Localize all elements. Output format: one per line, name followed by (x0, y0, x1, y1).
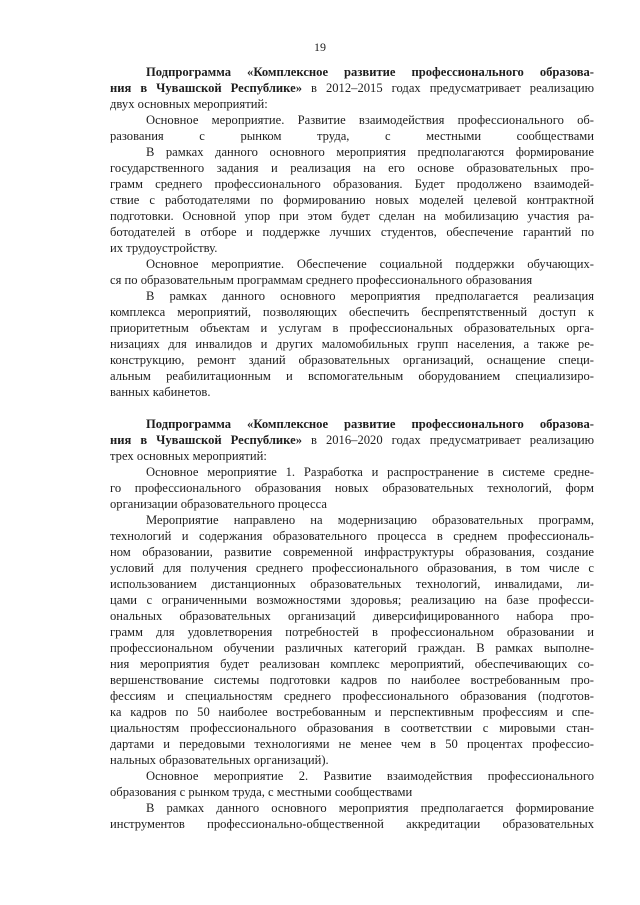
text-line (110, 560, 594, 576)
text-line (110, 672, 594, 688)
text-line (110, 304, 594, 320)
text-line (110, 384, 594, 400)
paragraph-text: ном образовании, развитие современной инфраструктуры образования, создание (110, 545, 594, 559)
paragraph-text: технологий и содержания образовательного процесса в среднем профессиональ- (110, 529, 594, 543)
text-line (110, 656, 594, 672)
paragraph-text: профессиональном обучении различных категорий граждан. В рамках выполне- (110, 641, 594, 655)
paragraph-text: ся по образовательным программам среднего профессионального образования (110, 273, 533, 287)
paragraph-text: Основное мероприятие. Обеспечение социальной поддержки обучающих- (146, 257, 594, 271)
paragraph-text: образования с рынком труда, с местными сообществами (110, 785, 413, 799)
text-line (110, 432, 594, 448)
paragraph-text: низациях для инвалидов и других маломобильных групп населения, а также ре- (110, 337, 594, 351)
paragraph-text: разования с рынком труда, с местными сообществами (110, 129, 594, 143)
paragraph-text: двух основных мероприятий: (110, 97, 268, 111)
subprogram-title: Подпрограмма «Комплексное развитие профессионального образова- (146, 65, 594, 79)
text-line (110, 720, 594, 736)
text-line (110, 640, 594, 656)
text-line (146, 64, 594, 80)
text-line (146, 288, 594, 304)
subprogram-title: Подпрограмма «Комплексное развитие профессионального образова- (146, 417, 594, 431)
text-line (146, 416, 594, 432)
text-line (110, 336, 594, 352)
paragraph-text: нальных образовательных организаций). (110, 753, 329, 767)
text-line (110, 352, 594, 368)
text-line (110, 448, 594, 464)
paragraph-text: ствие с работодателями по формированию новых моделей целевой контрактной (110, 193, 594, 207)
text-line (110, 176, 594, 192)
paragraph-text: ка кадров по 50 наиболее востребованным и перспективным профессиям и спе- (110, 705, 594, 719)
paragraph-text: трех основных мероприятий: (110, 449, 267, 463)
paragraph-text: ботодателей в отборе и поддержке лучших студентов, обеспечение гарантий по (110, 225, 594, 239)
paragraph-text: В рамках данного основного мероприятия предполагаются формирование (146, 145, 594, 159)
paragraph-text: использованием дистанционных образовательных технологий, инвалидами, ли- (110, 577, 594, 591)
paragraph-text: конструкцию, ремонт зданий образовательных организаций, оснащение специ- (110, 353, 594, 367)
text-line (110, 240, 594, 256)
text-line (146, 512, 594, 528)
text-line (110, 608, 594, 624)
paragraph-text: организации образовательного процесса (110, 497, 327, 511)
text-line (110, 128, 594, 144)
text-line (146, 112, 594, 128)
text-line (110, 272, 594, 288)
text-line (110, 624, 594, 640)
paragraph-text: инструментов профессионально-общественной аккредитации образовательных (110, 817, 594, 831)
paragraph-text: приоритетным объектам и услугам в профессиональных образовательных орга- (110, 321, 594, 335)
text-line (110, 688, 594, 704)
paragraph-text: Основное мероприятие 2. Развитие взаимодействия профессионального (146, 769, 594, 783)
paragraph-text: циальностям профессионального образования в соответствии с мировыми стан- (110, 721, 594, 735)
paragraph-text: ванных кабинетов. (110, 385, 211, 399)
paragraph-text: в 2016–2020 годах предусматривает реализацию (302, 433, 594, 447)
text-line (146, 768, 594, 784)
text-line (110, 320, 594, 336)
page-number: 19 (314, 40, 326, 54)
text-line (110, 544, 594, 560)
paragraph-text: дартами и передовыми технологиями не менее чем в 50 процентах профессио- (110, 737, 594, 751)
subprogram-title: ния в Чувашской Республике» (110, 433, 303, 447)
paragraph-text: ния мероприятия будет реализован комплекс мероприятий, обеспечивающих со- (110, 657, 594, 671)
paragraph-text: их трудоустройству. (110, 241, 218, 255)
paragraph-text: Основное мероприятие 1. Разработка и распространение в системе средне- (146, 465, 594, 479)
text-line (110, 704, 594, 720)
paragraph-text: подготовки. Основной упор при этом будет сделан на мобилизацию участия ра- (110, 209, 594, 223)
text-line (110, 160, 594, 176)
text-line (110, 80, 594, 96)
paragraph-text: цами с ограниченными возможностями здоровья; реализацию на базе професси- (110, 593, 594, 607)
paragraph-text: грамм для удовлетворения потребностей в профессиональном образовании и (110, 625, 594, 639)
paragraph-text: фессиям и специальностям среднего профессионального образования (подготов- (110, 689, 594, 703)
paragraph-text: в 2012–2015 годах предусматривает реализацию (302, 81, 594, 95)
text-line (146, 144, 594, 160)
paragraph-text: Мероприятие направлено на модернизацию образовательных программ, (146, 513, 594, 527)
text-line (110, 96, 594, 112)
text-line (110, 752, 594, 768)
paragraph-text: ональных образовательных организаций диверсифицированного набора про- (110, 609, 594, 623)
paragraph-text: альным реабилитационным и вспомогательным оборудованием специализиро- (110, 369, 594, 383)
text-line (110, 192, 594, 208)
subprogram-title: ния в Чувашской Республике» (110, 81, 303, 95)
text-line (110, 368, 594, 384)
paragraph-text: условий для получения среднего профессионального образования, в том числе с (110, 561, 594, 575)
text-line (146, 256, 594, 272)
text-line (110, 784, 594, 800)
text-line (146, 800, 594, 816)
paragraph-text: комплекса мероприятий, позволяющих обеспечить беспрепятственный доступ к (110, 305, 594, 319)
text-line (110, 736, 594, 752)
text-line (110, 592, 594, 608)
paragraph-text: го профессионального образования новых образовательных технологий, форм (110, 481, 594, 495)
text-line (110, 224, 594, 240)
text-line (110, 480, 594, 496)
text-line (110, 208, 594, 224)
paragraph-text: Основное мероприятие. Развитие взаимодействия профессионального об- (146, 113, 594, 127)
paragraph-text: грамм среднего профессионального образования. Будет продолжено взаимодей- (110, 177, 594, 191)
paragraph-text: В рамках данного основного мероприятия предполагается реализация (146, 289, 594, 303)
text-line (110, 528, 594, 544)
paragraph-text: В рамках данного основного мероприятия предполагается формирование (146, 801, 594, 815)
text-line (110, 816, 594, 832)
text-line (110, 576, 594, 592)
text-line (146, 464, 594, 480)
paragraph-text: государственного задания и реализация на его основе образовательных про- (110, 161, 594, 175)
text-line (110, 496, 594, 512)
paragraph-text: вершенствование системы подготовки кадров по наиболее востребованным про- (110, 673, 594, 687)
